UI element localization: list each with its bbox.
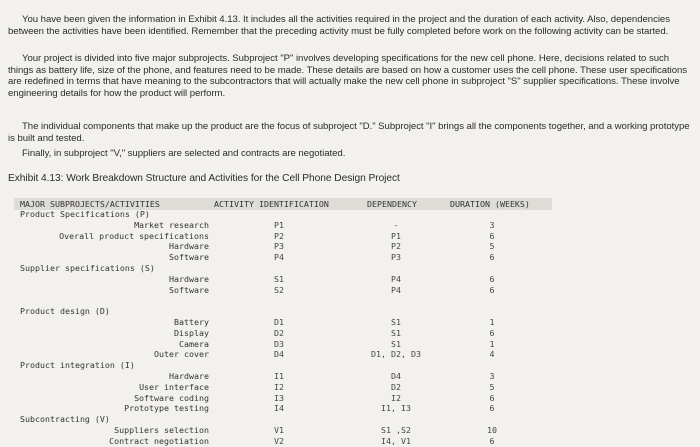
subproject-heading: Supplier specifications (S) bbox=[20, 263, 155, 273]
activity-dependency: D4 bbox=[391, 371, 401, 381]
activity-id: I1 bbox=[274, 371, 284, 381]
activity-name: Display bbox=[174, 327, 209, 338]
activity-name: Prototype testing bbox=[124, 403, 209, 414]
header-activities: MAJOR SUBPROJECTS/ACTIVITIES bbox=[20, 199, 160, 209]
activity-duration: 1 bbox=[489, 338, 495, 349]
activity-id: D1 bbox=[274, 317, 284, 327]
activity-dependency: I1, I3 bbox=[381, 403, 411, 414]
activity-name: Hardware bbox=[169, 273, 209, 284]
activity-dependency: - bbox=[393, 219, 399, 230]
activity-duration: 6 bbox=[489, 403, 495, 414]
intro-paragraph-1: You have been given the information in Exhibit 4.13. It includes all the activities required in the project and the duration of each activity. Also, dependencies between the activities have been identified. Remember that the preceding activity must be fully completed before work on the following activity can be started. bbox=[8, 14, 670, 37]
activity-id: P3 bbox=[274, 241, 284, 252]
subproject-heading: Product integration (I) bbox=[20, 360, 135, 371]
activity-name: Software coding bbox=[134, 392, 209, 403]
intro-paragraph-2: Your project is divided into five major subprojects. Subproject "P" involves developing specifications for the new cell phone. Here, decisions related to such things as battery life, size of the phone, and features need to be made. These details are based on how a customer uses the cell phone. These user specifications are redefined in terms that have meaning to the subcontractors that will actually make the new cell phone in subproject "S" supplier specifications. These involve engineering details for how the product will perform. bbox=[8, 53, 688, 99]
activity-name: Market research bbox=[134, 219, 209, 230]
activity-id: S1 bbox=[274, 273, 284, 284]
header-duration: DURATION (WEEKS) bbox=[450, 199, 530, 209]
activity-name: User interface bbox=[139, 381, 209, 392]
activity-dependency: P4 bbox=[391, 284, 401, 295]
activity-id: S2 bbox=[274, 284, 284, 295]
activity-name: Overall product specifications bbox=[59, 230, 209, 241]
activity-dependency: P1 bbox=[391, 230, 401, 241]
activity-name: Camera bbox=[179, 338, 209, 349]
activity-dependency: S1 ,S2 bbox=[381, 425, 411, 435]
activity-id: D2 bbox=[274, 327, 284, 338]
activity-dependency: D1, D2, D3 bbox=[371, 349, 421, 360]
intro-paragraph-4: Finally, in subproject "V," suppliers are selected and contracts are negotiated. bbox=[22, 148, 346, 159]
activity-id: P1 bbox=[274, 219, 284, 230]
activity-id: I4 bbox=[274, 403, 284, 414]
activity-duration: 10 bbox=[487, 425, 497, 435]
activity-id: V2 bbox=[274, 435, 284, 446]
activity-duration: 6 bbox=[489, 435, 495, 446]
activity-duration: 6 bbox=[489, 273, 495, 284]
activity-duration: 4 bbox=[489, 349, 495, 360]
exhibit-title: Exhibit 4.13: Work Breakdown Structure and Activities for the Cell Phone Design Project bbox=[8, 173, 400, 184]
activity-duration: 3 bbox=[489, 219, 495, 230]
activity-duration: 6 bbox=[489, 392, 495, 403]
subproject-heading: Subcontracting (V) bbox=[20, 414, 110, 425]
activity-id: D3 bbox=[274, 338, 284, 349]
subproject-heading: Product Specifications (P) bbox=[20, 209, 150, 219]
activity-dependency: P4 bbox=[391, 273, 401, 284]
activity-name: Hardware bbox=[169, 241, 209, 252]
activity-id: I2 bbox=[274, 381, 284, 392]
activity-dependency: I2 bbox=[391, 392, 401, 403]
activity-id: D4 bbox=[274, 349, 284, 360]
activity-id: P4 bbox=[274, 252, 284, 263]
activity-duration: 6 bbox=[489, 252, 495, 263]
activity-dependency: S1 bbox=[391, 327, 401, 338]
subproject-heading: Product design (D) bbox=[20, 306, 110, 317]
activity-dependency: P2 bbox=[391, 241, 401, 252]
header-dependency: DEPENDENCY bbox=[367, 199, 417, 209]
activity-duration: 5 bbox=[489, 381, 495, 392]
activity-id: I3 bbox=[274, 392, 284, 403]
activity-duration: 6 bbox=[489, 230, 495, 241]
activity-duration: 5 bbox=[489, 241, 495, 252]
activity-dependency: D2 bbox=[391, 381, 401, 392]
activity-id: V1 bbox=[274, 425, 284, 435]
activity-name: Suppliers selection bbox=[114, 425, 209, 435]
activity-name: Software bbox=[169, 252, 209, 263]
activity-duration: 1 bbox=[489, 317, 495, 327]
activity-id: P2 bbox=[274, 230, 284, 241]
header-identification: ACTIVITY IDENTIFICATION bbox=[214, 199, 329, 209]
activity-name: Software bbox=[169, 284, 209, 295]
activity-duration: 6 bbox=[489, 284, 495, 295]
activity-duration: 3 bbox=[489, 371, 495, 381]
activity-name: Contract negotiation bbox=[109, 435, 209, 446]
activity-dependency: I4, V1 bbox=[381, 435, 411, 446]
activity-name: Hardware bbox=[169, 371, 209, 381]
activity-name: Battery bbox=[174, 317, 209, 327]
activity-dependency: S1 bbox=[391, 317, 401, 327]
activity-dependency: P3 bbox=[391, 252, 401, 263]
intro-paragraph-3: The individual components that make up the product are the focus of subproject "D." Subproject "I" brings all the components together, and a working prototype is built and tested. bbox=[8, 121, 690, 144]
activity-dependency: S1 bbox=[391, 338, 401, 349]
activity-duration: 6 bbox=[489, 327, 495, 338]
activity-name: Outer cover bbox=[154, 349, 209, 360]
